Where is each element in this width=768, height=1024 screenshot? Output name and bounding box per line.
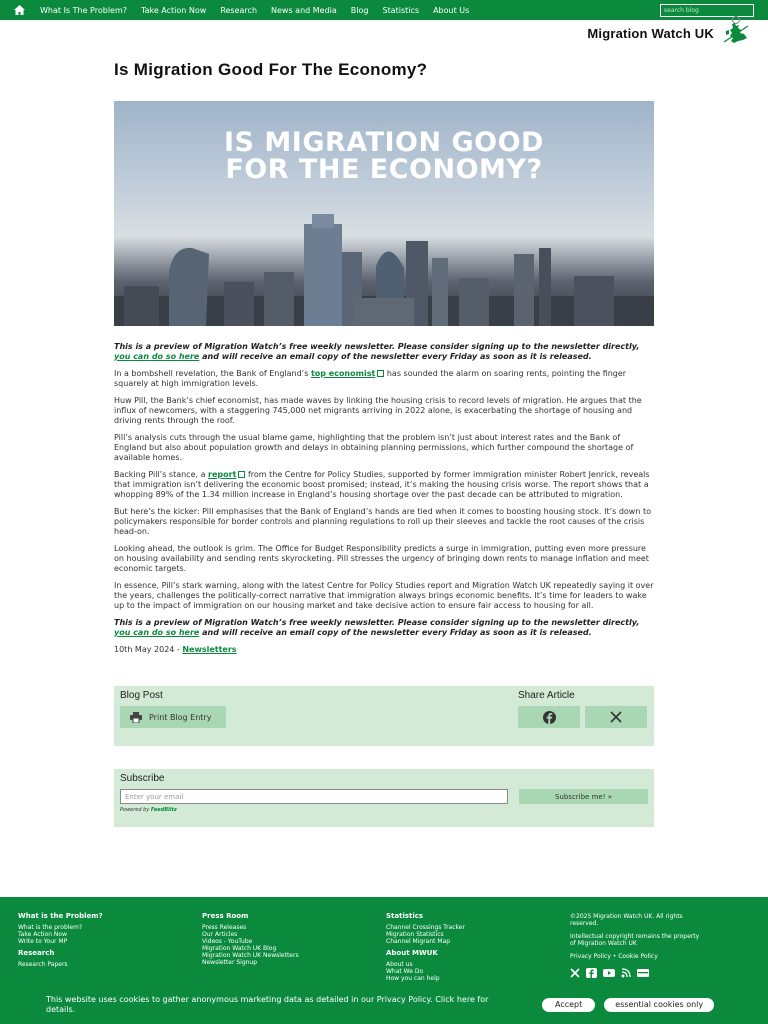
nav-statistics[interactable]: Statistics <box>382 5 420 15</box>
footer-link[interactable]: Channel Crossings Tracker <box>386 924 465 931</box>
x-icon <box>610 711 622 723</box>
brand[interactable] <box>587 22 750 44</box>
blog-post-label: Blog Post <box>120 690 163 701</box>
print-button[interactable] <box>120 706 226 728</box>
footer-heading[interactable]: About MWUK <box>386 949 438 957</box>
post-meta <box>114 645 654 655</box>
paragraph: Pill’s analysis cuts through the usual blame game, highlighting that the problem isn’t just about interest rates and the Bank of England but also about population growth and delays in obtaining planning permissions, which further compound the shortage of available homes. <box>114 433 634 462</box>
footer-col-statistics <box>386 913 465 982</box>
footer-link[interactable]: Press Releases <box>202 924 247 931</box>
footer-link[interactable]: Migration Statistics <box>386 931 444 938</box>
logo-icon <box>722 22 750 44</box>
hero-title: IS MIGRATION GOOD FOR THE ECONOMY? <box>224 127 544 185</box>
print-label: Print Blog Entry <box>149 712 212 722</box>
nav-news-and-media[interactable]: News and Media <box>271 5 337 15</box>
nav-about-us[interactable]: About Us <box>433 5 470 15</box>
footer-link[interactable]: How you can help <box>386 975 440 982</box>
paragraph: In essence, Pill’s stark warning, along with the latest Centre for Policy Studies report and Migration Watch UK repeatedly saying it over the years, challenges the politically-correct narrative that immigration always brings economic benefits. It’s time for leaders to wake up to the impact of immigration on our housing market and take decisive action to ensure fair access to housing for all. <box>114 581 654 610</box>
footer-heading[interactable]: Research <box>18 949 55 957</box>
signup-link-bottom[interactable]: you can do so here <box>114 628 200 637</box>
feedblitz-link[interactable]: FeedBlitz <box>150 807 177 813</box>
home-icon[interactable] <box>14 4 26 16</box>
newsletter-preview-bottom: This is a preview of Migration Watch’s free weekly newsletter. Please consider signing up to the newsletter directly, you can do so here and will receive an email copy of the newsletter every Friday as soon as it is released. <box>114 618 640 637</box>
policy-links[interactable]: Privacy Policy • Cookie Policy <box>570 953 658 960</box>
newsletter-preview-top: This is a preview of Migration Watch’s free weekly newsletter. Please consider signing up to the newsletter directly, you can do so here and will receive an email copy of the newsletter every Friday as soon as it is released. <box>114 342 640 361</box>
footer-link[interactable]: Our Articles <box>202 931 238 938</box>
paragraph: In a bombshell revelation, the Bank of England’s top economist has sounded the alarm on soaring rents, pointing the finger squarely at high immigration levels. <box>114 369 627 388</box>
footer-link[interactable]: Write to Your MP <box>18 938 68 945</box>
nav-take-action-now[interactable]: Take Action Now <box>141 5 207 15</box>
footer-col-press <box>202 913 299 966</box>
email-icon[interactable] <box>637 968 649 980</box>
top-economist-link[interactable]: top economist <box>310 369 376 378</box>
footer-link[interactable]: Migration Watch UK Newsletters <box>202 952 299 959</box>
accept-cookies-button[interactable]: Accept <box>542 998 595 1012</box>
footer-link[interactable]: Research Papers <box>18 961 68 968</box>
paragraph: Huw Pill, the Bank’s chief economist, has made waves by linking the housing crisis to record levels of migration. He argues that the influx of newcomers, with a staggering 745,000 net migrants arriving in 2022 alone, is exacerbating the shortage of housing and driving rents through the roof. <box>114 396 642 425</box>
share-label: Share Article <box>518 690 575 701</box>
top-nav <box>0 0 768 20</box>
facebook-icon <box>543 711 556 724</box>
city-skyline <box>114 186 654 326</box>
subscribe-title: Subscribe <box>120 773 165 784</box>
footer-heading[interactable]: Press Room <box>202 912 249 920</box>
copyright: ©2025 Migration Watch UK. All rights reserved. <box>570 913 683 927</box>
footer-heading[interactable]: Statistics <box>386 912 424 920</box>
page-title: Is Migration Good For The Economy? <box>114 60 428 79</box>
facebook-icon[interactable] <box>586 968 597 980</box>
paragraph: Looking ahead, the outlook is grim. The Office for Budget Responsibility predicts a surge in immigration, putting even more pressure on housing availability and sending rents skyrocketing. Pill stresses the urgency of bringing down rents to manage inflation and meet economic targets. <box>114 544 649 573</box>
printer-icon <box>130 712 142 723</box>
footer-link[interactable]: Videos - YouTube <box>202 938 253 945</box>
paragraph: But here’s the kicker: Pill emphasises that the Bank of England’s hands are tied when it comes to boosting housing stock. It’s down to policymakers responsible for border controls and planning regulations to roll up their sleeves and tackle the root causes of the crisis head-on. <box>114 507 651 536</box>
nav-blog[interactable]: Blog <box>350 5 369 15</box>
signup-link-top[interactable]: you can do so here <box>114 352 200 361</box>
essential-cookies-button[interactable]: essential cookies only <box>604 998 714 1012</box>
paragraph: Backing Pill’s stance, a report from the Centre for Policy Studies, supported by former immigration minister Robert Jenrick, reveals that immigration isn’t delivering the economic boost promised; instead, it’s making the housing crisis worse. The report shows that a whopping 89% of the 1.34 million increase in England’s housing shortage over the past decade can be attributed to migration. <box>114 470 650 499</box>
subscribe-panel <box>114 769 654 827</box>
share-facebook-button[interactable] <box>518 706 580 728</box>
report-link[interactable]: report <box>208 470 237 479</box>
social-links <box>570 968 700 980</box>
share-x-button[interactable] <box>585 706 647 728</box>
x-icon[interactable] <box>570 968 580 980</box>
footer-col-legal <box>570 913 700 980</box>
nav-research[interactable]: Research <box>220 5 258 15</box>
youtube-icon[interactable] <box>603 968 615 980</box>
cookie-text[interactable]: This website uses cookies to gather anonymous marketing data as detailed in our Privacy Policy. Click here for details. <box>46 994 489 1014</box>
footer-heading[interactable]: What is the Problem? <box>18 912 103 920</box>
brand-name: Migration Watch UK <box>587 25 714 41</box>
subscribe-button[interactable]: Subscribe me! » <box>519 789 648 804</box>
footer-link[interactable]: Migration Watch UK Blog <box>202 945 277 952</box>
email-input[interactable] <box>120 789 508 804</box>
footer-link[interactable]: Newsletter Signup <box>202 959 258 966</box>
footer-link[interactable]: What We Do <box>386 968 424 975</box>
powered-by: Powered by FeedBlitz <box>120 807 177 813</box>
footer-link[interactable]: What is the problem? <box>18 924 83 931</box>
rss-icon[interactable] <box>621 968 631 980</box>
nav-what-is-the-problem[interactable]: What Is The Problem? <box>40 5 128 15</box>
cookie-banner <box>0 985 768 1024</box>
footer-col-problem <box>18 913 103 968</box>
category-link[interactable]: Newsletters <box>182 645 237 654</box>
footer-link[interactable]: About us <box>386 961 413 968</box>
footer-link[interactable]: Take Action Now <box>18 931 67 938</box>
search-input[interactable] <box>660 4 754 17</box>
blog-post-panel <box>114 686 654 746</box>
ip-notice: Intellectual copyright remains the property of Migration Watch UK <box>570 933 700 947</box>
main-content <box>114 60 654 827</box>
post-date: 10th May 2024 - <box>114 645 183 654</box>
hero-image <box>114 101 654 326</box>
article-body <box>114 342 654 655</box>
footer-link[interactable]: Channel Migrant Map <box>386 938 451 945</box>
